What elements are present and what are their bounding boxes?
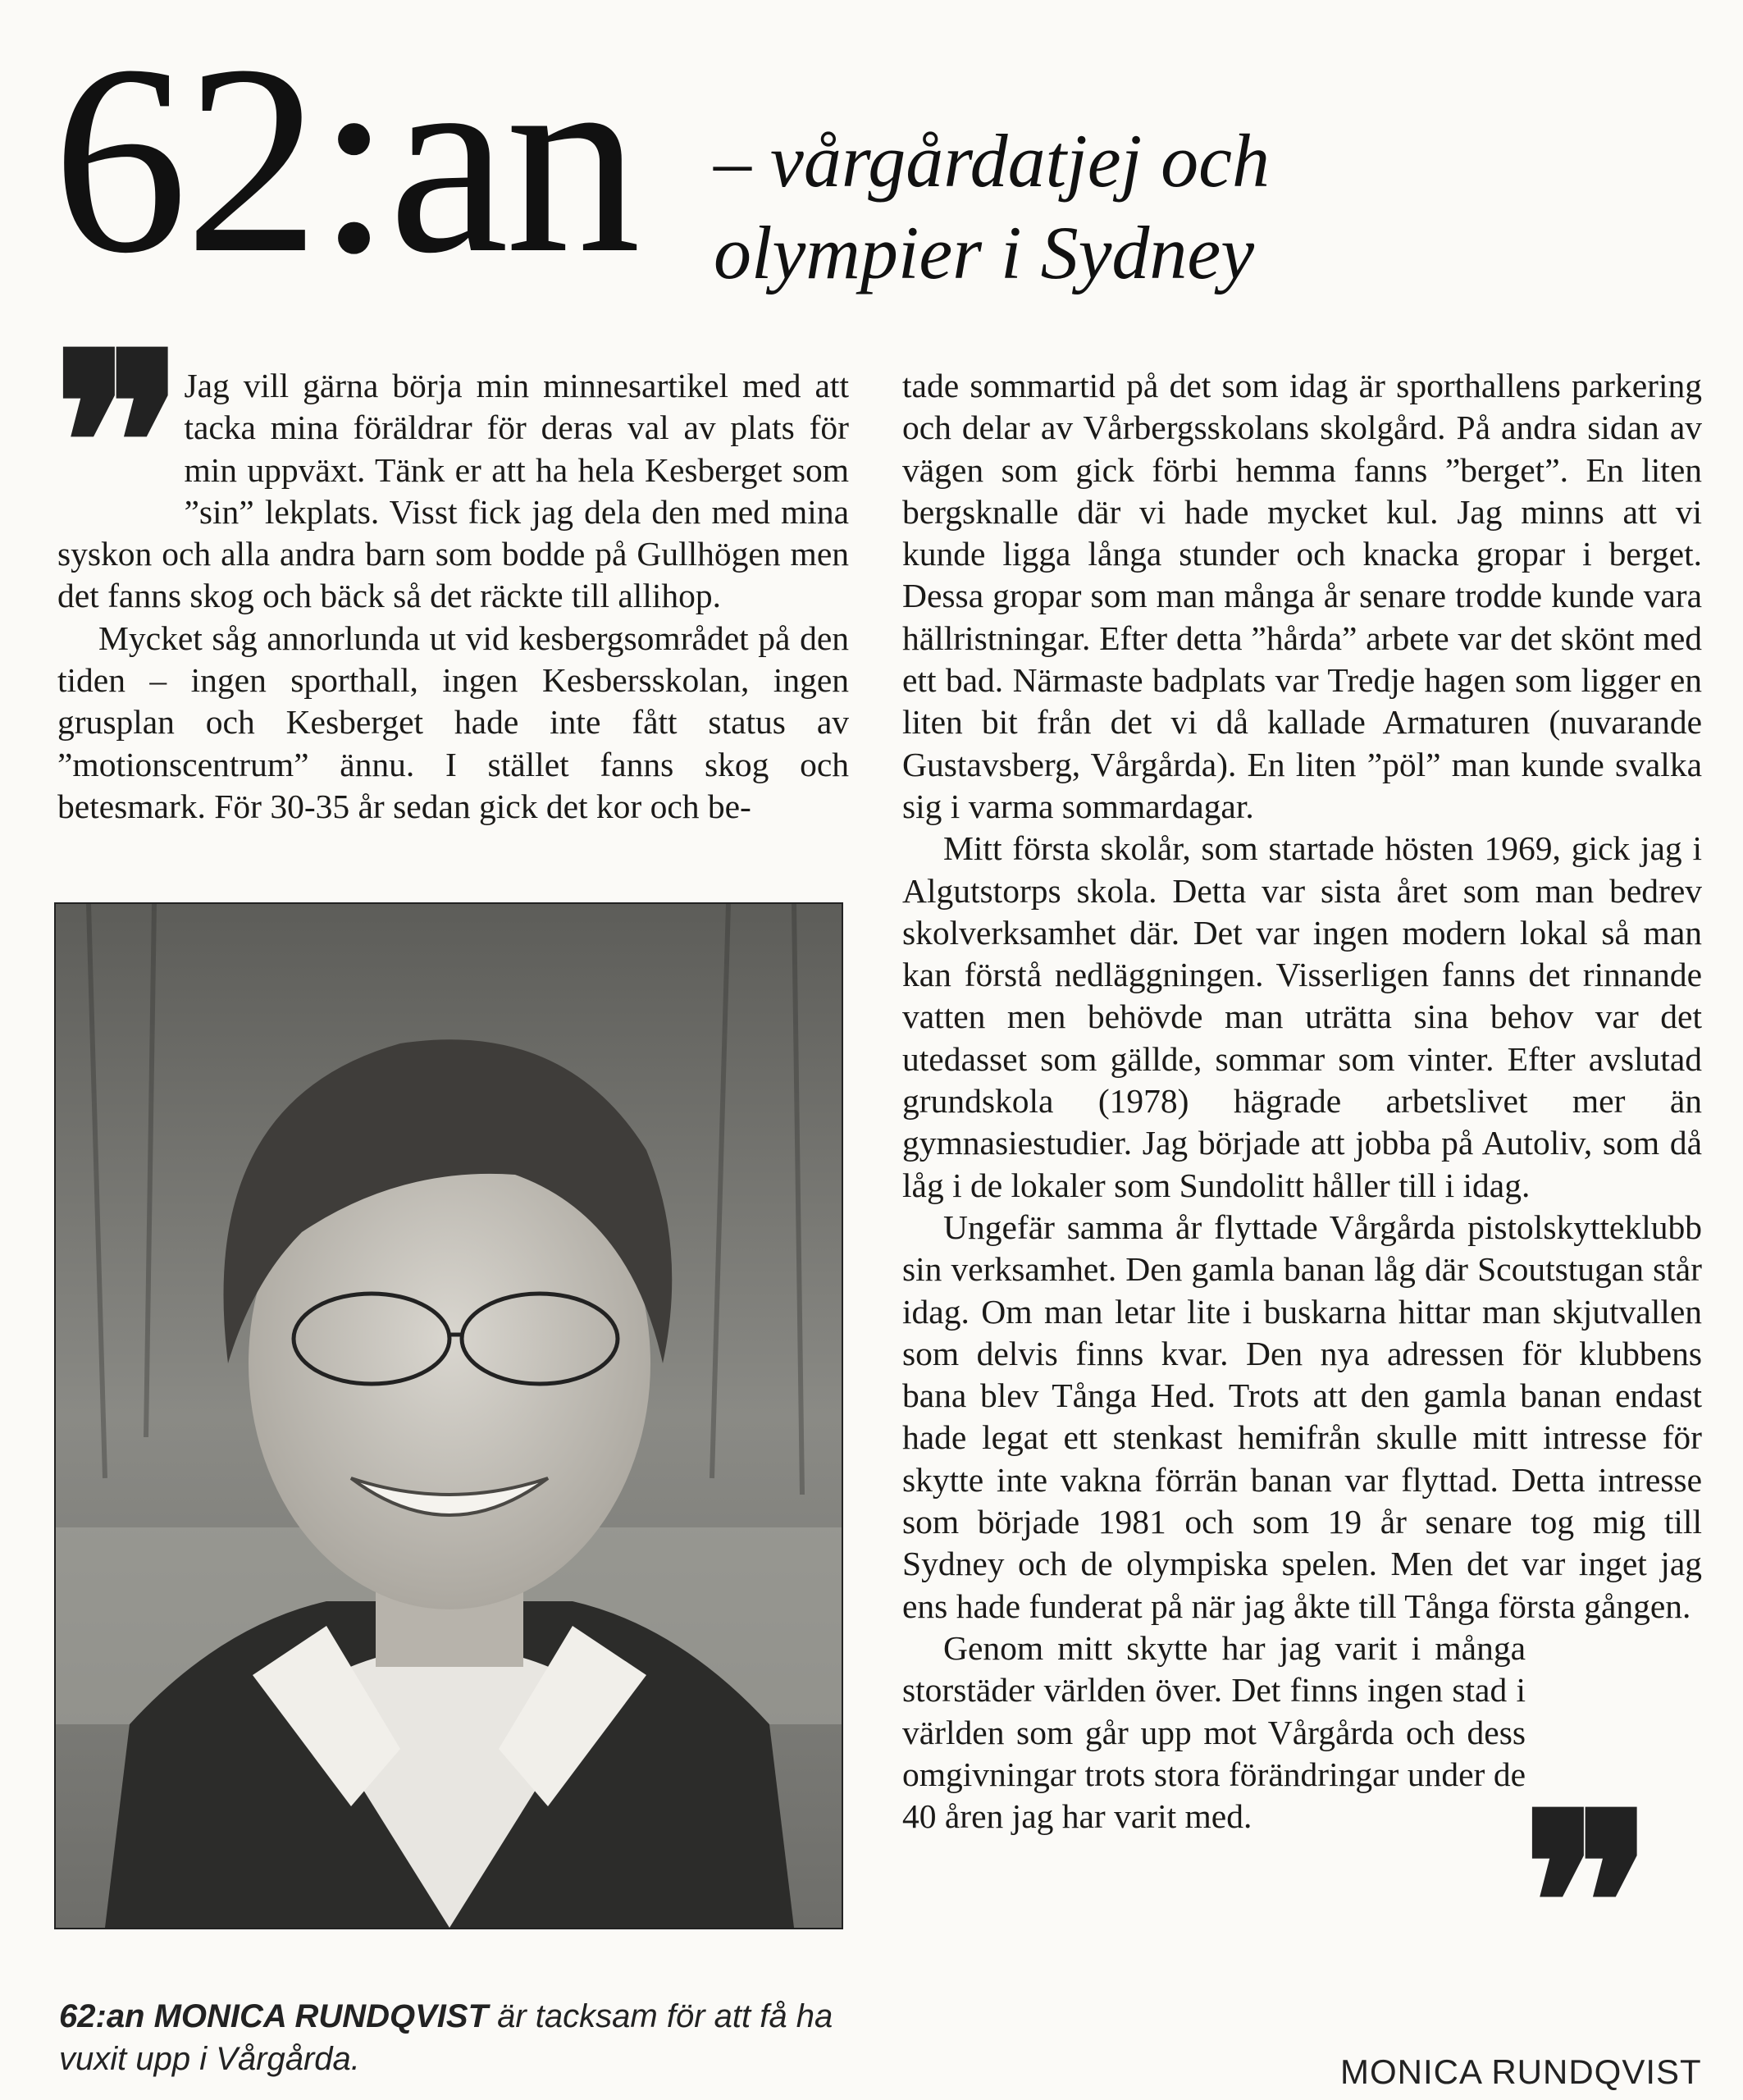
right-paragraph-1: tade sommartid på det som idag är sporthallens parkering och delar av Vårbergsskolans skolgård. På andra sidan av vägen som gick förbi hemma fanns ”berget”. En liten bergsknalle där vi hade mycket kul. Jag minns att vi kunde ligga långa stunder och knacka gropar i berget. Dessa gropar som man många år senare trodde kunde vara hällristningar. Efter detta ”hårda” arbete var det skönt med ett bad. Närmaste badplats var Tredje hagen som ligger en liten bit från det vi då kallade Armaturen (nuvarande Gustavsberg, Vårgårda). En liten ”pöl” man kunde svalka sig i varma sommardagar. — [902, 367, 1702, 825]
subtitle-line-2: olympier i Sydney — [714, 211, 1255, 294]
left-paragraph-2: Mycket såg annorlunda ut vid kesbergsområdet på den tiden – ingen sporthall, ingen Kesbersskolan, ingen grusplan och Kesberget hade inte fått status av ”motionscentrum” ännu. I stället fanns skog och betesmark. För 30-35 år sedan gick det kor och be- — [57, 619, 849, 825]
photo-caption — [59, 1995, 863, 2080]
caption-text: är tacksam för att få ha vuxit upp i Vårgårda. — [59, 1998, 833, 2077]
right-paragraph-2: Mitt första skolår, som startade hösten 1969, gick jag i Algutstorps skola. Detta var sista året som man bedrev skolverksamhet där. Det var ingen modern lokal så man kan förstå nedläggningen. Visserligen fanns det rinnande vatten men behövde man uträtta sina behov var det utedasset som gällde, sommar som vinter. Efter avslutad grundskola (1978) hägrade arbetslivet mer än gymnasiestudier. Jag började att jobba på Autoliv, som då låg i de lokaler som Sundolitt håller till i idag. — [902, 829, 1702, 1204]
quote-open-icon: ❞ — [52, 311, 165, 583]
subtitle-line-1: – vårgårdatjej och — [714, 119, 1270, 203]
portrait-illustration — [56, 904, 842, 1928]
left-column — [52, 311, 849, 828]
right-column — [902, 365, 1702, 1838]
portrait-photo — [54, 902, 843, 1929]
quote-close-icon: ❞ — [1522, 1771, 1634, 2043]
caption-bold: 62:an MONICA RUNDQVIST — [59, 1998, 489, 2034]
left-paragraph-1: Jag vill gärna börja min minnesartikel med att tacka mina föräldrar för deras val av plats för min uppväxt. Tänk er att ha hela Kesberget som ”sin” lekplats. Visst fick jag dela den med mina syskon och alla andra barn som bodde på Gullhögen men det fanns skog och bäck så det räckte till allihop. — [57, 367, 849, 615]
right-paragraph-4: Genom mitt skytte har jag varit i många storstäder världen över. Det finns ingen stad i världen som går upp mot Vårgårda och dess omgivningar trots stora förändringar under de 40 åren jag har varit med. — [902, 1628, 1526, 1836]
right-paragraph-3: Ungefär samma år flyttade Vårgårda pistolskytteklubb sin verksamhet. Den gamla banan låg där Scoutstugan står idag. Om man letar lite i buskarna hittar man skjutvallen som delvis finns kvar. Den nya adressen för klubbens bana blev Tånga Hed. Trots att den gamla banan endast hade legat ett stenkast hemifrån skulle mitt intresse för skytte inte vakna förrän banan var flyttad. Detta intresse som började 1981 och som 19 år senare tog mig till Sydney och de olympiska spelen. Men det var inget jag ens hade funderat på när jag åkte till Tånga första gången. — [902, 1208, 1702, 1625]
byline: MONICA RUNDQVIST — [1340, 2052, 1702, 2091]
headline: 62:an — [52, 10, 638, 309]
subtitle — [714, 115, 1452, 299]
